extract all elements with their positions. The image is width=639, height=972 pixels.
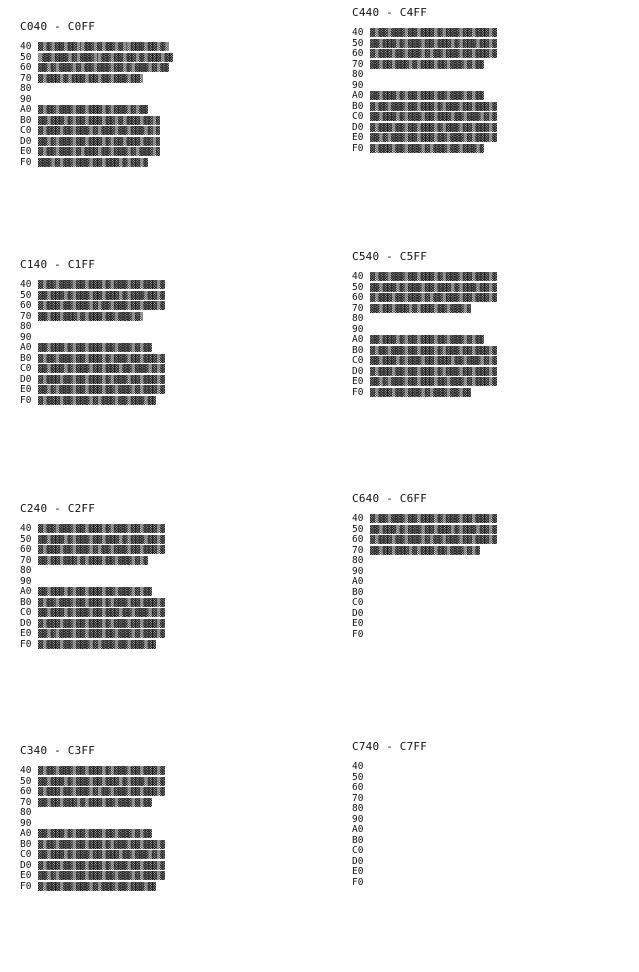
row-label: C0	[352, 111, 364, 122]
code-row	[20, 819, 165, 830]
block-title: C340 - C3FF	[20, 744, 96, 757]
code-row	[352, 325, 497, 336]
row-label: D0	[352, 855, 364, 867]
row-label: E0	[20, 384, 32, 395]
glyph-cells: ▓▒▓▓▓▒▓▒▓▓▓▒▓▓▒▓▓▒▓▓▓▒▓▓▒	[38, 73, 144, 83]
code-row	[352, 133, 497, 144]
code-row	[20, 343, 165, 354]
row-label: 60	[20, 300, 32, 311]
row-label: C0	[20, 363, 32, 374]
row-label: C0	[352, 597, 364, 608]
glyph-cells: ▓▓▒▓▓▓▒▓▒▓▓▓▒▓▓▒▓▓▓▒▓▒▓▓▓▒▓▓▒▓	[38, 534, 165, 544]
row-label: F0	[20, 880, 32, 892]
row-label: B0	[352, 100, 364, 112]
glyph-cells: ▓▓▒▓▓▓▒▓▒▓▓▓▒▓▓▒▓▓▓▒▓▒▓▓▓▒▓▓▒▓	[38, 776, 165, 786]
glyph-cells: ▓▒▓▓▒▓▓▓▒▓▓▒▓▓▓▒▓▒▓▓▓▒▓▓▒▓▓▓▒▓	[38, 597, 165, 607]
glyph-cells: ▓▓▒▓▓▓▒▓▒▓▓▒▓▓▓▒▓▓▒▓▓▓▒▓▒▓▓	[38, 829, 152, 838]
row-label: 90	[20, 575, 32, 587]
row-label: 80	[352, 555, 364, 566]
code-row	[352, 567, 497, 578]
code-row	[20, 126, 173, 137]
code-row	[352, 619, 497, 630]
row-label: 90	[352, 813, 364, 825]
code-block-c740	[352, 740, 427, 888]
row-label: 50	[352, 523, 364, 535]
code-row	[352, 144, 497, 155]
glyph-cells: ▓▒▓▓▓▒▓▓▒▓▓▓▒▓▒▓▓▓▒▓▓▒▓▓▓▒▓▓	[38, 881, 157, 891]
code-row	[352, 335, 497, 346]
row-label: 60	[20, 62, 32, 73]
code-row	[352, 60, 497, 71]
code-row	[352, 70, 497, 81]
glyph-cells: ▓▒▓▓▓▒▓▓▒▓▓▒▓▓▓▒▓▒▓▓▓▒▓▓▒▓▓▓▒▓	[370, 122, 497, 132]
row-label: 70	[352, 58, 364, 70]
row-label: B0	[20, 596, 32, 608]
glyph-cells: ▓▒▓▓▒▓▓▓▒▓▓▒▓▓▓▒▓▒▓▓▓▒▓▓▒▓▓▓▒▓	[370, 345, 497, 355]
glyph-rows	[352, 514, 497, 640]
code-block-c540	[352, 250, 497, 398]
glyph-cells: ▓▒▓▓▓▒▓▓▒▓▓▓▒▓▒▓▓▒▓▓▓▒▓▓▒▓▓▓▒▓	[38, 545, 165, 554]
code-row	[352, 815, 427, 826]
row-label: 80	[20, 321, 32, 332]
row-label: B0	[352, 586, 364, 598]
code-row	[352, 514, 497, 525]
row-label: 60	[352, 534, 364, 545]
row-label: C0	[20, 607, 32, 618]
code-row	[20, 766, 165, 777]
glyph-cells: ▓▓▒▓▓▓▒▓▒▓▓▒▓▓▓▒▓▓▒▓▓▓▒▓▒▓▓	[38, 587, 152, 596]
glyph-rows	[352, 28, 497, 154]
glyph-cells: ▓▒▓▓▒▓▓▓▒▓▓▒▓▓▓▒▓▒▓▓▓▒▓▓▒▓▓▓▒▓	[370, 272, 497, 281]
row-label: D0	[20, 859, 32, 871]
row-label: 40	[352, 271, 364, 282]
code-row	[20, 577, 165, 588]
row-label: 80	[352, 69, 364, 80]
row-label: F0	[352, 628, 364, 640]
code-row	[352, 630, 497, 641]
code-row	[352, 102, 497, 113]
row-label: 50	[20, 775, 32, 787]
row-label: 90	[20, 93, 32, 105]
glyph-cells: ▓▒▓▓▒▓▓▓▒▓▓▒▓▓▓▒▓▒▓▓▓▒▓▒▓▓	[38, 105, 148, 114]
code-row	[352, 81, 497, 92]
glyph-cells: ▓▒▓▓▓▒▓▓▒▓▓▓▒▓▒▓▓▒▓▓▓▒▓▓▒▓▓▓▒▓	[370, 49, 497, 58]
code-row	[352, 588, 497, 599]
row-label: 90	[20, 817, 32, 829]
glyph-cells: ▓▒▓▓▒▓▓▓▒▓▓▒▓▓▓▒▓▒▓▓▓▒▓▓▒▓▓▓▒▓	[38, 766, 165, 775]
row-label: D0	[352, 607, 364, 619]
code-row	[20, 322, 165, 333]
row-label: D0	[352, 121, 364, 133]
row-label: 80	[352, 803, 364, 814]
glyph-cells: ▓▓▒▓▓▒▓▓▓▒▓▒▓▓▓▒▓▓▒▓▓▓▒▓▒▓▓	[38, 797, 152, 807]
glyph-cells: ▓▓▒▓▒▓▓▓▒▓▒▓▓▒▓▓▓▒▓▓▒▓▒▓▓▓▒▓▒▓▓	[38, 63, 169, 72]
block-title: C740 - C7FF	[352, 740, 428, 753]
code-row	[20, 566, 165, 577]
glyph-rows	[352, 762, 427, 888]
row-label: C0	[20, 125, 32, 136]
row-label: 90	[352, 565, 364, 577]
glyph-cells: ▓▓▒▓▒▓▓▓▒▓▓▒▓▓▓▒▓▓▒▓▓▓▒▓▒▓▓▓▒▓	[38, 871, 165, 880]
glyph-cells: ▓▒▓▓▓▒▓▓▒▓▓▓▒▓▒▓▓▒▓▓▓▒▓▓▒▓▓▓▒▓	[38, 301, 165, 310]
row-label: C0	[352, 355, 364, 366]
code-row	[20, 42, 173, 53]
code-row	[352, 123, 497, 134]
code-block-c640	[352, 492, 497, 640]
row-label: 50	[20, 289, 32, 301]
row-label: A0	[20, 104, 32, 115]
code-row	[20, 556, 165, 567]
code-row	[352, 867, 427, 878]
glyph-cells: ▓▓▒▓▒▓▓▓▒▓▓▒▓▓▓▒▓▓▒▓▓▓▒▓▒▓▓▓▒▓	[370, 377, 497, 386]
code-row	[20, 850, 165, 861]
glyph-cells: ▓▓▒▓▓▓▒▓▒▓▓▒▓▓▓▒▓▓▒▓▓▓▒▓▒▓▓	[38, 343, 152, 352]
glyph-cells: ▓▒▓▓▓▒▓▓▒▓▓▒▓▓▓▒▓▒▓▓▓▒▓▓▒▓▓▓▒▓	[38, 374, 165, 384]
glyph-cells: ▓▓▒▓▓▒▓▓▓▒▓▒▓▓▓▒▓▓▒▓▓▓▒▓▒▓	[38, 555, 148, 565]
row-label: E0	[352, 132, 364, 143]
row-label: 50	[352, 37, 364, 49]
code-row	[20, 280, 165, 291]
glyph-cells: ▓▒▓▓▓▒▓▓▒▓▓▓▒▓▒▓▓▓▒▓▓▒▓▓▓▒▓	[370, 143, 484, 153]
code-row	[20, 137, 173, 148]
glyph-cells: ▓▓▒▓▓▓▒▓▒▓▓▓▒▓▓▒▓▓▓▒▓▒▓▓▓▒▓▓▒▓	[370, 524, 497, 534]
row-label: 60	[352, 292, 364, 303]
code-row	[352, 293, 497, 304]
code-row	[20, 619, 165, 630]
code-row	[20, 587, 165, 598]
code-row	[20, 861, 165, 872]
glyph-cells: ▓▒▓▓▒▓▓▓▒▓▓▒▓▓▓▒▓▒▓▓▓▒▓▓▒▓▓▓▒▓	[38, 353, 165, 363]
code-row	[20, 385, 165, 396]
glyph-cells: ▓▒▓▓▓▒▓▓▒▓▓▓▒▓▒▓▓▓▒▓▓▒▓▓▓▒▓▓	[38, 395, 157, 405]
glyph-cells: ▓▒▓▓▒▓▓▓▒▓▓▒▓▓▓▒▓▒▓▓▓▒▓▓▒▓▓▓▒▓	[370, 28, 497, 37]
row-label: 70	[352, 792, 364, 804]
code-row	[20, 777, 165, 788]
code-row	[352, 825, 427, 836]
glyph-cells: ▓▓▓▒▓▒▓▓▒▓▓▓▒▓▓▒▓▓▓▒▓▒▓▓▒▓	[38, 157, 148, 167]
code-row	[20, 63, 173, 74]
code-row	[20, 333, 165, 344]
code-row	[20, 364, 165, 375]
code-row	[20, 95, 173, 106]
row-label: 70	[352, 302, 364, 314]
glyph-cells: ▓▒▓▓▓▒▓▓▒▓▓▒▓▓▓▒▓▒▓▓▓▒▓▓▒▓▓▓▒▓	[38, 860, 165, 870]
code-row	[20, 829, 165, 840]
row-label: F0	[20, 638, 32, 650]
code-row	[352, 846, 427, 857]
glyph-cells: ▓▒▓▓▒▓▓▓▒▓▓▒▓▓▓▒▓▒▓▓▓▒▓▓▒▓▓▓▒▓	[370, 101, 497, 111]
glyph-cells: ▓▒▓▓▓▒▓▓▒▓▓▓▒▓▒▓▓▓▒▓▓▒▓▓▓▒▓▒▓	[38, 126, 161, 135]
glyph-cells: ▓▒▓▓▒▓▓▓▒▓▓▒▓▓▓▒▓▒▓▓▓▒▓▓▒▓▓▓▒▓	[370, 514, 497, 523]
glyph-cells: ▓▓▒▓▓▒▓▓▓▒▓▒▓▓▓▒▓▓▒▓▓▓▒▓▒▓▓	[370, 59, 484, 69]
glyph-rows	[20, 524, 165, 650]
glyph-rows	[20, 42, 173, 168]
row-label: D0	[352, 365, 364, 377]
block-title: C540 - C5FF	[352, 250, 428, 263]
row-label: 40	[20, 279, 32, 290]
row-label: D0	[20, 135, 32, 147]
row-label: 40	[20, 41, 32, 52]
code-row	[352, 878, 427, 889]
glyph-cells: ▓▓▒▓▓▓▒▓▒▓▓▓▒▓▓▒▓▓▓▒▓▓▒▓▓▓▒▓▒▓	[38, 364, 165, 373]
block-title: C640 - C6FF	[352, 492, 428, 505]
code-row	[20, 312, 165, 323]
glyph-cells: ▓▓▒▓▒▓▓▓▒▓▓▒▓▓▓▒▓▓▒▓▓▓▒▓▒▓▓▓▒▓	[38, 385, 165, 394]
row-label: 50	[352, 281, 364, 293]
row-label: 60	[352, 782, 364, 793]
row-label: E0	[20, 628, 32, 639]
code-row	[20, 598, 165, 609]
glyph-rows	[352, 272, 497, 398]
row-label: B0	[352, 344, 364, 356]
code-row	[352, 525, 497, 536]
row-label: A0	[352, 576, 364, 587]
glyph-cells: ▓▒▓▓▓▒▓▓▒▓▓▓▒▓▒▓▓▓▒▓▓▒▓▓▓▒▓▓	[38, 639, 157, 649]
code-row	[352, 804, 427, 815]
row-label: 40	[352, 761, 364, 772]
row-label: B0	[20, 114, 32, 126]
row-label: F0	[20, 394, 32, 406]
code-row	[352, 556, 497, 567]
code-block-c140	[20, 258, 165, 406]
row-label: A0	[352, 90, 364, 101]
row-label: 70	[352, 544, 364, 556]
glyph-cells: ▓▓▒▓▓▒▓▓▓▒▓▒▓▓▓▒▓▓▒▓▓▓▒▓	[370, 303, 472, 313]
block-title: C240 - C2FF	[20, 502, 96, 515]
glyph-cells: ▓▒▓▓▒▓▓▓▒▓▓▒▓▓▓▒▓▒▓▓▓▒▓▓▒▓▓▓▒▓	[38, 524, 165, 533]
code-row	[20, 535, 165, 546]
row-label: 80	[20, 565, 32, 576]
code-row	[20, 524, 165, 535]
code-row	[352, 272, 497, 283]
code-row	[20, 871, 165, 882]
row-label: F0	[20, 156, 32, 168]
block-title: C140 - C1FF	[20, 258, 96, 271]
code-row	[352, 28, 497, 39]
glyph-cells: ▓▒▓▓▓▒▓▓▒▓▓▓▒▓▒▓▓▒▓▓▓▒▓▓▒▓▓▓▒▓	[370, 293, 497, 302]
code-row	[352, 283, 497, 294]
row-label: 70	[20, 554, 32, 566]
code-row	[352, 609, 497, 620]
code-row	[20, 545, 165, 556]
glyph-rows	[20, 280, 165, 406]
glyph-cells: ▓▓▒▓▓▓▒▓▒▓▓▓▒▓▓▒▓▓▓▒▓▒▓▓▓▒▓▓▒▓	[370, 38, 497, 48]
glyph-cells: ▓▒▓▓▒▓▓▓▒▓▒▓▓▓▒▓▓▒▓▓▓▒▓▒▓▓▓▒▓	[38, 147, 161, 156]
glyph-cells: ▓▒▓▓▒▓▓▓▒▓▓▒▓▓▓▒▓▒▓▓▓▒▓▓▒▓▓▓▒▓	[38, 280, 165, 289]
code-row	[352, 535, 497, 546]
row-label: 50	[20, 533, 32, 545]
glyph-cells: ▓▓▒▓▓▓▒▓▒▓▓▓▒▓▓▒▓▓▓▒▓▓▒▓▓▓▒▓▒▓	[38, 608, 165, 617]
code-row	[352, 546, 497, 557]
code-row	[20, 640, 165, 651]
glyph-cells: ▓▓▒▓▓▒▓▓▓▒▓▒▓▓▓▒▓▓▒▓▓▓▒▓▒▓	[370, 545, 480, 555]
code-row	[352, 598, 497, 609]
code-row	[352, 762, 427, 773]
row-label: 70	[20, 310, 32, 322]
code-row	[352, 836, 427, 847]
code-row	[352, 388, 497, 399]
row-label: A0	[20, 342, 32, 353]
glyph-cells: ▓▓▒▓▓▓▒▓▒▓▓▒▓▓▓▒▓▓▒▓▓▓▒▓▒▓▓	[370, 335, 484, 344]
row-label: 50	[20, 51, 32, 63]
code-row	[20, 608, 165, 619]
row-label: B0	[20, 352, 32, 364]
row-label: A0	[352, 334, 364, 345]
code-row	[352, 783, 427, 794]
row-label: 80	[20, 83, 32, 94]
code-row	[352, 91, 497, 102]
code-row	[20, 53, 173, 64]
row-label: E0	[20, 146, 32, 157]
code-row	[20, 158, 173, 169]
glyph-cells: ▓▒▓▒▓▓▒▓▓▒▒▓▓▒▓▒▓▓▒▓▒▒▓▓▓▒▓▓▒▓▒	[38, 42, 169, 51]
row-label: B0	[20, 838, 32, 850]
code-row	[20, 74, 173, 85]
row-label: 40	[352, 513, 364, 524]
code-block-c040	[20, 20, 173, 168]
row-label: C0	[20, 849, 32, 860]
code-row	[352, 794, 427, 805]
glyph-cells: ▓▓▒▓▓▓▒▓▒▓▓▒▓▓▓▒▓▓▒▓▓▓▒▓▒▓▓	[370, 91, 484, 100]
code-row	[352, 49, 497, 60]
row-label: 50	[352, 771, 364, 783]
code-row	[20, 116, 173, 127]
row-label: A0	[20, 828, 32, 839]
row-label: 60	[352, 48, 364, 59]
code-row	[20, 84, 173, 95]
code-row	[20, 396, 165, 407]
row-label: E0	[352, 376, 364, 387]
row-label: 90	[20, 331, 32, 343]
glyph-cells: ▓▓▒▓▒▓▓▓▒▓▓▒▓▓▓▒▓▓▒▓▓▓▒▓▒▓▓▓▒▓	[38, 629, 165, 638]
row-label: 60	[20, 786, 32, 797]
code-row	[20, 147, 173, 158]
glyph-cells: ▓▓▒▓▓▓▒▓▒▓▓▓▒▓▓▒▓▓▓▒▓▓▒▓▓▓▒▓▒▓	[370, 356, 497, 365]
code-block-c240	[20, 502, 165, 650]
glyph-rows	[20, 766, 165, 892]
code-row	[352, 346, 497, 357]
row-label: D0	[20, 373, 32, 385]
code-row	[20, 291, 165, 302]
glyph-cells: ▓▓▒▓▓▓▒▓▒▓▓▓▒▓▓▒▓▓▓▒▓▓▒▓▓▓▒▓▒▓	[38, 850, 165, 859]
code-row	[352, 39, 497, 50]
row-label: C0	[352, 845, 364, 856]
row-label: 40	[20, 523, 32, 534]
glyph-cells: ▓▒▓▓▓▒▓▓▒▓▓▓▒▓▒▓▓▒▓▓▓▒▓▓▒▓▓▓▒▓	[38, 787, 165, 796]
code-row	[352, 857, 427, 868]
glyph-cells: ▓▒▓▓▓▒▓▓▒▓▓▒▓▓▓▒▓▒▓▓▓▒▓▓▒▓▓▓▒▓	[38, 618, 165, 628]
row-label: 80	[352, 313, 364, 324]
code-row	[352, 314, 497, 325]
glyph-cells: ▓▒▓▓▓▒▓▓▒▓▓▓▒▓▒▓▓▒▓▓▓▒▓▓▒▓▓▓▒▓	[370, 535, 497, 544]
block-title: C440 - C4FF	[352, 6, 428, 19]
row-label: F0	[352, 876, 364, 888]
row-label: F0	[352, 386, 364, 398]
glyph-cells: ▓▓▒▓▓▒▓▓▓▒▓▒▓▓▓▒▓▓▒▓▓▓▒▓▒	[38, 311, 144, 321]
row-label: F0	[352, 142, 364, 154]
code-block-c440	[352, 6, 497, 154]
code-row	[20, 629, 165, 640]
code-row	[352, 773, 427, 784]
glyph-cells: ▓▒▓▓▓▒▓▓▒▓▓▓▒▓▒▓▓▓▒▓▓▒▓▓	[370, 387, 472, 397]
glyph-cells: ▓▓▒▓▓▓▒▓▒▓▓▓▒▓▓▒▓▓▓▒▓▓▒▓▓▓▒▓▒▓	[370, 112, 497, 121]
code-row	[352, 367, 497, 378]
code-row	[20, 301, 165, 312]
code-row	[20, 840, 165, 851]
row-label: E0	[352, 618, 364, 629]
code-row	[20, 808, 165, 819]
row-label: 40	[352, 27, 364, 38]
row-label: D0	[20, 617, 32, 629]
row-label: 60	[20, 544, 32, 555]
code-block-c340	[20, 744, 165, 892]
code-row	[352, 304, 497, 315]
row-label: A0	[352, 824, 364, 835]
row-label: E0	[352, 866, 364, 877]
code-row	[20, 798, 165, 809]
row-label: 80	[20, 807, 32, 818]
glyph-cells: ▒▓▓▒▓▓▓▒▓▒▓▓▓▒▒▓▓▒▓▓▒▓▓▒▓▒▓▓▓▒▓▓	[38, 52, 173, 62]
glyph-cells: ▓▓▒▓▒▓▓▓▒▓▓▒▓▓▓▒▓▓▒▓▓▓▒▓▒▓▓▓▒▓	[370, 133, 497, 142]
glyph-cells: ▓▓▒▓▒▓▓▓▒▓▓▒▓▓▓▒▓▒▓▓▒▓▓▓▒▓▓▒▓	[38, 136, 161, 146]
code-row	[352, 356, 497, 367]
glyph-cells: ▓▒▓▓▓▒▓▓▒▓▓▒▓▓▓▒▓▒▓▓▓▒▓▓▒▓▓▓▒▓	[370, 366, 497, 376]
block-title: C040 - C0FF	[20, 20, 96, 33]
code-row	[352, 377, 497, 388]
code-row	[352, 112, 497, 123]
row-label: 90	[352, 79, 364, 91]
row-label: 70	[20, 72, 32, 84]
code-row	[20, 787, 165, 798]
row-label: 70	[20, 796, 32, 808]
code-row	[352, 577, 497, 588]
code-row	[20, 354, 165, 365]
glyph-cells: ▓▒▓▓▒▓▓▓▒▓▓▒▓▓▓▒▓▒▓▓▓▒▓▓▒▓▓▓▒▓	[38, 839, 165, 849]
row-label: A0	[20, 586, 32, 597]
glyph-cells: ▓▓▒▓▓▓▒▓▒▓▓▓▒▓▓▒▓▓▓▒▓▒▓▓▓▒▓▓▒▓	[370, 282, 497, 292]
row-label: 90	[352, 323, 364, 335]
glyph-cells: ▓▓▒▓▓▓▒▓▒▓▓▒▓▓▓▒▓▓▒▓▒▓▓▓▒▓▓▒▓	[38, 115, 161, 125]
row-label: 40	[20, 765, 32, 776]
row-label: B0	[352, 834, 364, 846]
code-row	[20, 882, 165, 893]
code-row	[20, 105, 173, 116]
code-row	[20, 375, 165, 386]
glyph-cells: ▓▓▒▓▓▓▒▓▒▓▓▓▒▓▓▒▓▓▓▒▓▒▓▓▓▒▓▓▒▓	[38, 290, 165, 300]
row-label: E0	[20, 870, 32, 881]
